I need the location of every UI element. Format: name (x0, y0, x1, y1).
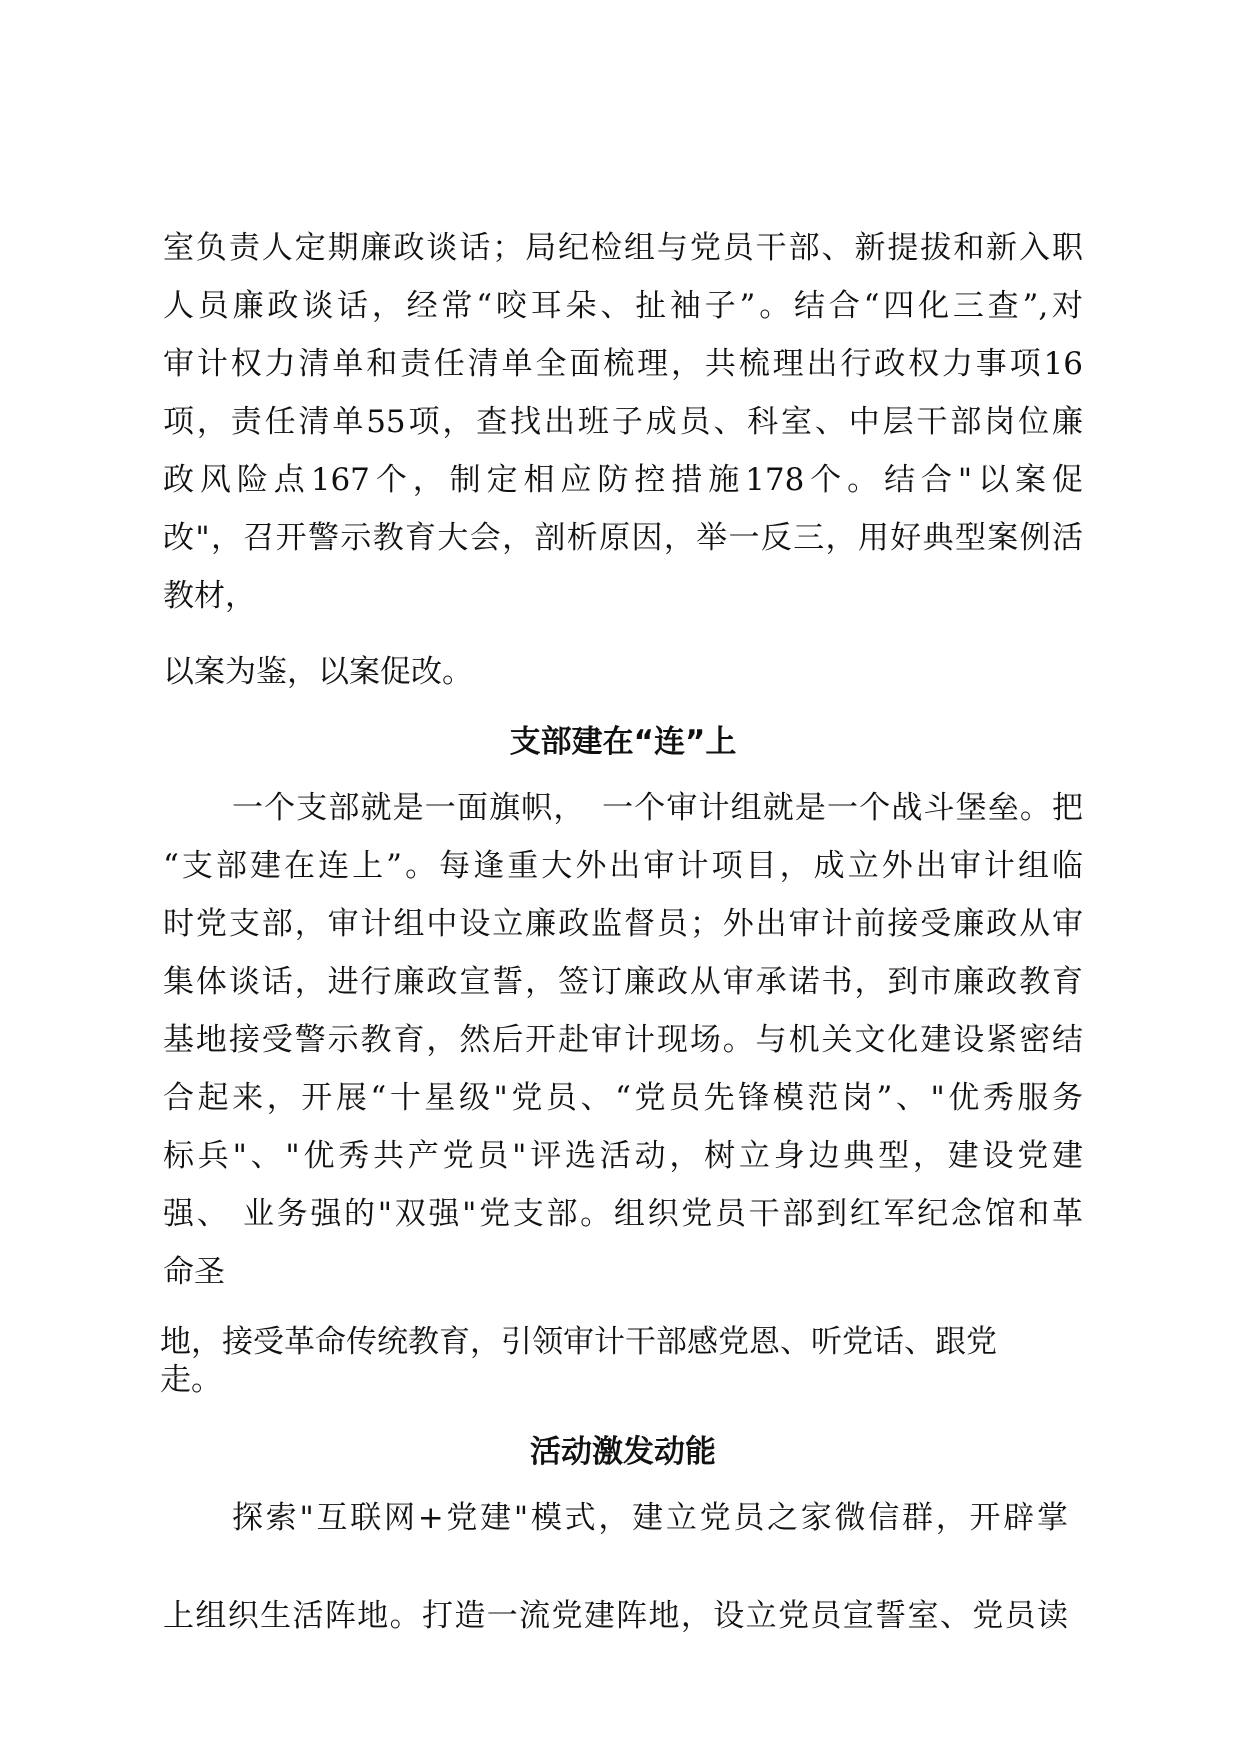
paragraph-line: 标兵"、"优秀共产党员"评选活动，树立身边典型，建设党建 (163, 1138, 1083, 1174)
paragraph-line: 探索"互联网+党建"模式，建立党员之家微信群，开辟掌 (232, 1500, 1068, 1536)
paragraph-line: 教材， (163, 578, 256, 614)
section-heading: 活动激发动能 (530, 1434, 716, 1470)
paragraph-line: 改"，召开警示教育大会，剖析原因，举一反三，用好典型案例活 (163, 520, 1083, 556)
section-heading: 支部建在“连”上 (509, 724, 737, 760)
paragraph-line: 走。 (160, 1362, 222, 1398)
paragraph-line: 政风险点167个，制定相应防控措施178个。结合"以案促 (163, 462, 1083, 498)
paragraph-line: 以案为鉴，以案促改。 (163, 654, 473, 690)
paragraph-line: 强、 业务强的"双强"党支部。组织党员干部到红军纪念馆和革 (163, 1196, 1083, 1232)
paragraph-line: 命圣 (163, 1254, 225, 1290)
paragraph-line: 审计权力清单和责任清单全面梳理，共梳理出行政权力事项16 (163, 346, 1083, 382)
paragraph-line: 上组织生活阵地。打造一流党建阵地，设立党员宣誓室、党员读 (163, 1598, 1068, 1634)
paragraph-line: 一个支部就是一面旗帜， 一个审计组就是一个战斗堡垒。把 (232, 790, 1083, 826)
paragraph-line: 项，责任清单55项，查找出班子成员、科室、中层干部岗位廉 (163, 404, 1083, 440)
paragraph-line: 地，接受革命传统教育，引领审计干部感党恩、听党话、跟党 (160, 1324, 997, 1360)
paragraph-line: “支部建在连上”。每逢重大外出审计项目，成立外出审计组临 (163, 848, 1083, 884)
paragraph-line: 合起来，开展“十星级"党员、“党员先锋模范岗”、"优秀服务 (163, 1080, 1083, 1116)
paragraph-line: 人员廉政谈话，经常“咬耳朵、扯袖子”。结合“四化三查”,对 (163, 288, 1083, 324)
paragraph-line: 集体谈话，进行廉政宣誓，签订廉政从审承诺书，到市廉政教育 (163, 964, 1083, 1000)
paragraph-line: 基地接受警示教育，然后开赴审计现场。与机关文化建设紧密结 (163, 1022, 1083, 1058)
paragraph-line: 时党支部，审计组中设立廉政监督员；外出审计前接受廉政从审 (163, 906, 1083, 942)
paragraph-line: 室负责人定期廉政谈话；局纪检组与党员干部、新提拔和新入职 (163, 230, 1083, 266)
